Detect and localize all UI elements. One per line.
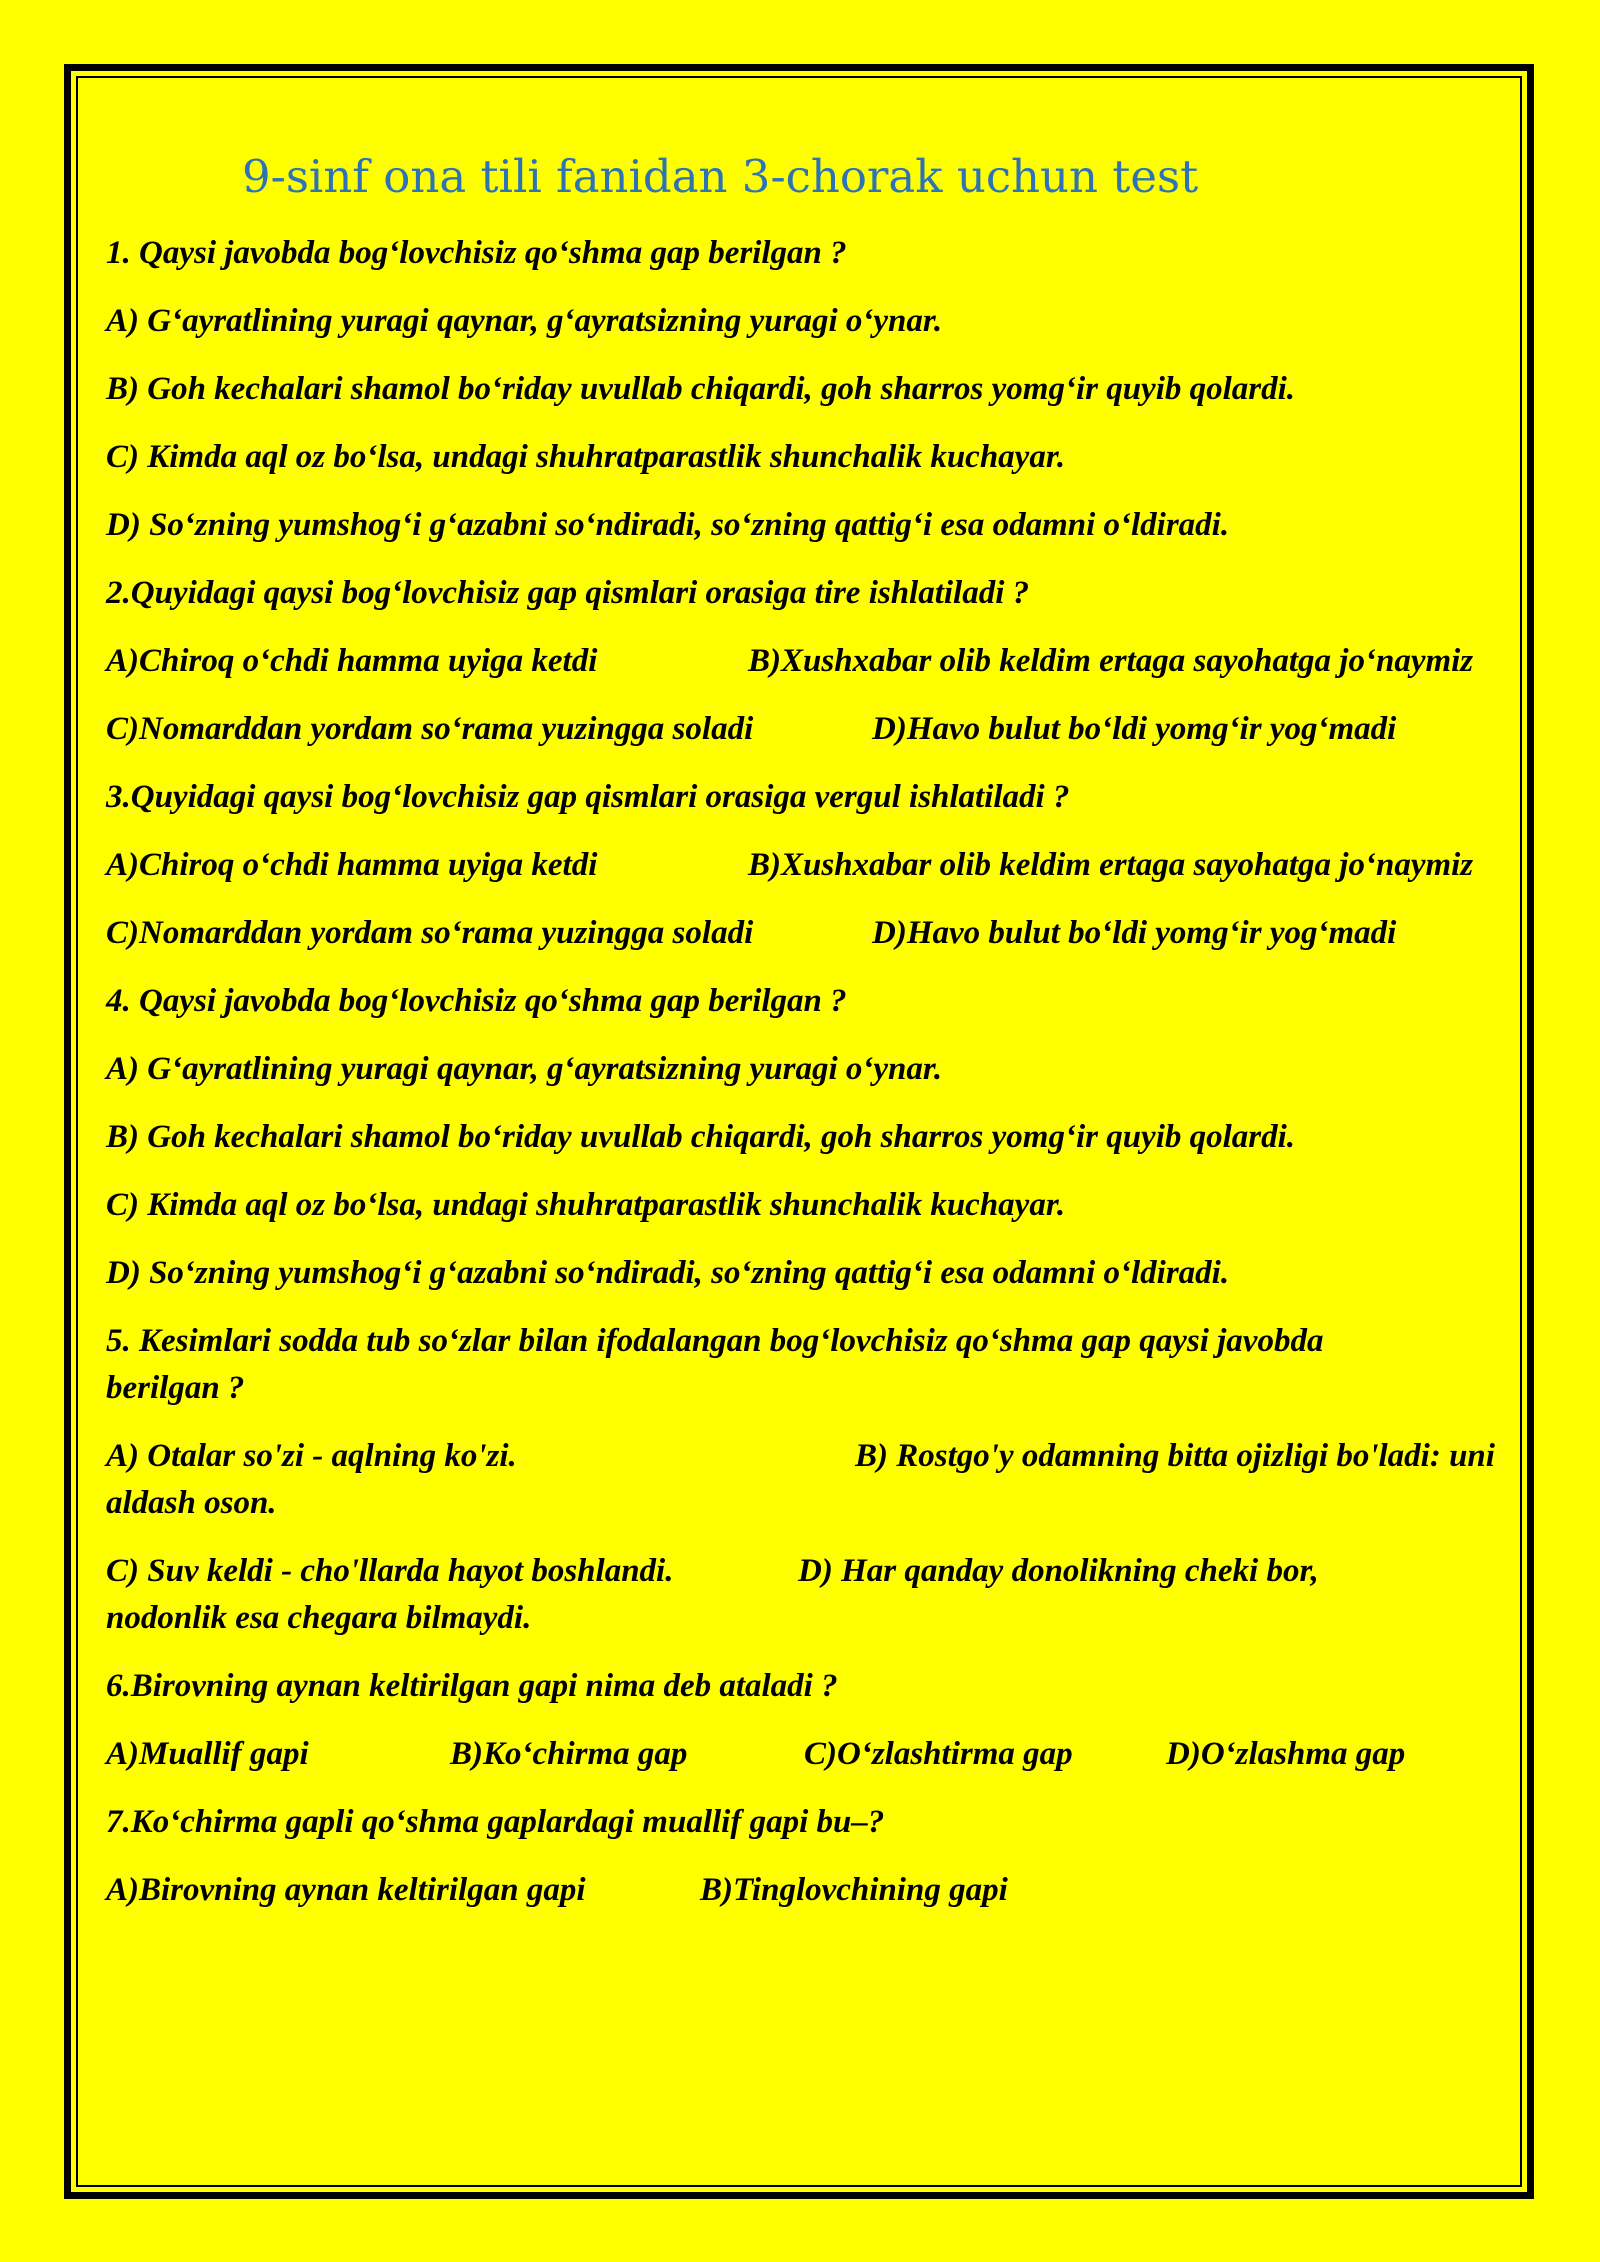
test-content — [106, 150, 1506, 1935]
question-3-options-cd — [106, 910, 1506, 957]
question-5-option-d: D) Har qanday donolikning cheki bor, nodonlik esa chegara bilmaydi. — [106, 1553, 1319, 1636]
question-2-option-b: B)Xushxabar olib keldim ertaga sayohatga jo‘naymiz — [748, 643, 1474, 679]
question-1-option-d: D) So‘zning yumshog‘i g‘azabni so‘ndiradi, so‘zning qattig‘i esa odamni o‘ldiradi. — [106, 507, 1230, 543]
question-7: 7.Ko‘chirma gapli qo‘shma gaplardagi muallif gapi bu–? — [106, 1804, 885, 1840]
question-4-option-c: C) Kimda aql oz bo‘lsa, undagi shuhratparastlik shunchalik kuchayar. — [106, 1187, 1066, 1223]
question-2-options-ab — [106, 638, 1506, 685]
question-6-options — [106, 1731, 1506, 1778]
question-6-option-d: D)O‘zlashma gap — [1166, 1736, 1406, 1772]
question-5-options-cd — [106, 1548, 1436, 1642]
question-4-option-d: D) So‘zning yumshog‘i g‘azabni so‘ndiradi, so‘zning qattig‘i esa odamni o‘ldiradi. — [106, 1255, 1230, 1291]
question-3-option-c: C)Nomarddan yordam so‘rama yuzingga soladi — [106, 915, 754, 951]
question-6-option-c: C)O‘zlashtirma gap — [804, 1736, 1073, 1772]
question-6-option-b: B)Ko‘chirma gap — [450, 1736, 688, 1772]
question-1-option-a: A) G‘ayratlining yuragi qaynar, g‘ayratsizning yuragi o‘ynar. — [106, 303, 943, 339]
question-4: 4. Qaysi javobda bog‘lovchisiz qo‘shma gap berilgan ? — [106, 983, 847, 1019]
question-3-option-a: A)Chiroq o‘chdi hamma uyiga ketdi — [106, 847, 598, 883]
question-1: 1. Qaysi javobda bog‘lovchisiz qo‘shma gap berilgan ? — [106, 235, 847, 271]
question-3-option-d: D)Havo bulut bo‘ldi yomg‘ir yog‘madi — [872, 915, 1397, 951]
question-6: 6.Birovning aynan keltirilgan gapi nima deb ataladi ? — [106, 1668, 838, 1704]
question-2-options-cd — [106, 706, 1506, 753]
question-2-option-c: C)Nomarddan yordam so‘rama yuzingga soladi — [106, 711, 754, 747]
question-6-option-a: A)Muallif gapi — [106, 1736, 309, 1772]
question-2-option-d: D)Havo bulut bo‘ldi yomg‘ir yog‘madi — [872, 711, 1397, 747]
question-2-option-a: A)Chiroq o‘chdi hamma uyiga ketdi — [106, 643, 598, 679]
question-7-option-a: A)Birovning aynan keltirilgan gapi — [106, 1872, 586, 1908]
page-title: 9-sinf ona tili fanidan 3-chorak uchun test — [242, 150, 1199, 203]
question-3-option-b: B)Xushxabar olib keldim ertaga sayohatga jo‘naymiz — [748, 847, 1474, 883]
question-2: 2.Quyidagi qaysi bog‘lovchisiz gap qismlari orasiga tire ishlatiladi ? — [106, 575, 1030, 611]
question-7-options — [106, 1867, 1506, 1914]
question-5-option-a: A) Otalar so'zi - aqlning ko'zi. — [106, 1438, 517, 1474]
question-5: 5. Kesimlari sodda tub so‘zlar bilan ifodalangan bog‘lovchisiz qo‘shma gap qaysi javobda berilgan ? — [106, 1323, 1324, 1406]
question-1-option-c: C) Kimda aql oz bo‘lsa, undagi shuhratparastlik shunchalik kuchayar. — [106, 439, 1066, 475]
question-7-option-b: B)Tinglovchining gapi — [700, 1872, 1008, 1908]
question-4-option-b: B) Goh kechalari shamol bo‘riday uvullab chiqardi, goh sharros yomg‘ir quyib qolardi. — [106, 1119, 1296, 1155]
question-1-option-b: B) Goh kechalari shamol bo‘riday uvullab chiqardi, goh sharros yomg‘ir quyib qolardi. — [106, 371, 1296, 407]
question-3: 3.Quyidagi qaysi bog‘lovchisiz gap qismlari orasiga vergul ishlatiladi ? — [106, 779, 1070, 815]
question-5-option-c: C) Suv keldi - cho'llarda hayot boshlandi. — [106, 1553, 674, 1589]
question-5-option-b: B) Rostgo'y odamning bitta ojizligi bo'ladi: uni aldash oson. — [106, 1438, 1495, 1521]
question-4-option-a: A) G‘ayratlining yuragi qaynar, g‘ayratsizning yuragi o‘ynar. — [106, 1051, 943, 1087]
question-5-options-ab — [106, 1433, 1506, 1527]
question-3-options-ab — [106, 842, 1506, 889]
